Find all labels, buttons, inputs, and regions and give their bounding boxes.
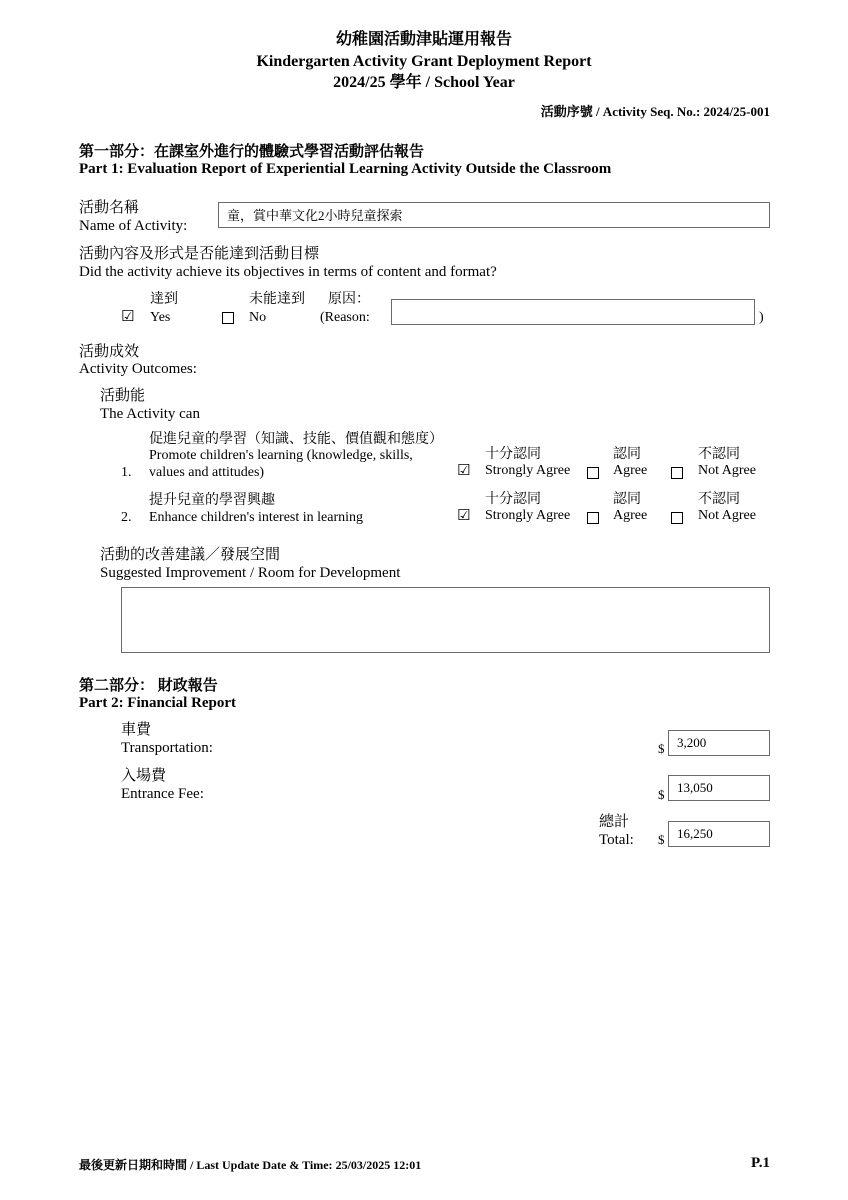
entrance-amount: 13,050 xyxy=(677,780,713,795)
total-amount: 16,250 xyxy=(677,826,713,841)
transport-amount: 3,200 xyxy=(677,735,707,750)
activity-name-value: 童，賞中華文化2小時兒童探索 xyxy=(227,208,403,223)
yes-label-zh: 達到 xyxy=(150,292,178,307)
no-checkbox[interactable] xyxy=(222,312,234,324)
title-zh: 幼稚園活動津貼運用報告 xyxy=(335,31,512,48)
activity-can-en: The Activity can xyxy=(100,406,200,422)
entrance-currency: $ xyxy=(658,787,665,802)
total-label-en: Total: xyxy=(599,832,634,848)
outcome-item-1-zh: 促進兒童的學習（知識、技能、價值觀和態度） xyxy=(149,432,443,447)
entrance-amount-field[interactable] xyxy=(668,775,770,801)
total-currency: $ xyxy=(658,832,665,847)
item-1-agree-checkbox[interactable] xyxy=(587,467,599,479)
activity-seq-label: 活動序號 / Activity Seq. No.: xyxy=(540,104,701,119)
yes-label-en: Yes xyxy=(150,310,171,325)
outcome-item-1-en-line2: values and attitudes) xyxy=(149,465,265,480)
part1-heading-en: Part 1: Evaluation Report of Experiential Learning Activity Outside the Classroom xyxy=(79,161,612,177)
activity-name-field[interactable] xyxy=(218,202,770,228)
outcome-item-1-number: 1. xyxy=(121,465,132,480)
last-update-label: 最後更新日期和時間 / Last Update Date & Time: xyxy=(79,1158,333,1172)
item-2-agree-label: 認同 Agree xyxy=(613,492,648,523)
last-update xyxy=(79,1158,421,1172)
improvement-label-en: Suggested Improvement / Room for Development xyxy=(100,565,401,581)
checked-box-icon: ☑ xyxy=(457,461,471,479)
item-1-strongly-agree-checkbox[interactable] xyxy=(457,461,471,479)
checked-box-icon: ☑ xyxy=(121,307,135,325)
activity-name-label-zh: 活動名稱 xyxy=(79,200,140,216)
activity-seq xyxy=(541,104,770,119)
item-1-strongly-agree-label: 十分認同 Strongly Agree xyxy=(485,447,571,478)
outcomes-label-en: Activity Outcomes: xyxy=(79,361,197,377)
title-en: Kindergarten Activity Grant Deployment Report xyxy=(256,53,592,70)
part2-heading-en: Part 2: Financial Report xyxy=(79,695,237,711)
item-2-not-agree-label: 不認同 Not Agree xyxy=(698,492,756,523)
reason-label-en: (Reason: xyxy=(320,310,370,325)
no-label-en: No xyxy=(249,310,267,325)
item-2-strongly-agree-label: 十分認同 Strongly Agree xyxy=(485,492,571,523)
transport-label-zh: 車費 xyxy=(121,722,152,738)
checked-box-icon: ☑ xyxy=(457,506,471,524)
outcome-item-1-en-line1: Promote children's learning (knowledge, skills, xyxy=(149,448,413,463)
improvement-textarea[interactable] xyxy=(121,587,770,653)
outcome-item-2-en-line1: Enhance children's interest in learning xyxy=(149,510,363,525)
item-2-not-agree-checkbox[interactable] xyxy=(671,512,683,524)
part2-heading-zh: 第二部分： 財政報告 xyxy=(79,678,218,694)
item-2-agree-checkbox[interactable] xyxy=(587,512,599,524)
entrance-label-en: Entrance Fee: xyxy=(121,786,204,802)
transport-amount-field[interactable] xyxy=(668,730,770,756)
objective-question-en: Did the activity achieve its objectives in terms of content and format? xyxy=(79,264,497,280)
item-2-strongly-agree-checkbox[interactable] xyxy=(457,506,471,524)
no-label-zh: 未能達到 xyxy=(249,292,305,307)
reason-close-paren: ) xyxy=(759,310,764,325)
objective-question-zh: 活動內容及形式是否能達到活動目標 xyxy=(79,246,320,262)
item-1-agree-label: 認同 Agree xyxy=(613,447,648,478)
part1-heading-zh: 第一部分：在課室外進行的體驗式學習活動評估報告 xyxy=(79,144,425,160)
total-label-zh: 總計 xyxy=(599,814,630,830)
outcome-item-2-number: 2. xyxy=(121,510,132,525)
outcome-item-2-zh: 提升兒童的學習興趣 xyxy=(149,493,275,508)
last-update-value: 25/03/2025 12:01 xyxy=(335,1158,422,1172)
transport-currency: $ xyxy=(658,741,665,756)
school-year: 2024/25 學年 / School Year xyxy=(333,74,515,91)
activity-name-label-en: Name of Activity: xyxy=(79,218,188,234)
item-1-not-agree-label: 不認同 Not Agree xyxy=(698,447,756,478)
yes-checkbox[interactable] xyxy=(121,307,135,325)
reason-field[interactable] xyxy=(391,299,755,325)
item-1-not-agree-checkbox[interactable] xyxy=(671,467,683,479)
reason-label-zh: 原因： xyxy=(328,292,370,307)
improvement-label-zh: 活動的改善建議／發展空間 xyxy=(100,547,281,563)
page-number: P.1 xyxy=(750,1155,770,1171)
outcomes-label-zh: 活動成效 xyxy=(79,344,140,360)
transport-label-en: Transportation: xyxy=(121,740,213,756)
entrance-label-zh: 入場費 xyxy=(121,768,167,784)
activity-seq-value: 2024/25-001 xyxy=(703,104,770,119)
total-amount-field[interactable] xyxy=(668,821,770,847)
activity-can-zh: 活動能 xyxy=(100,388,146,404)
